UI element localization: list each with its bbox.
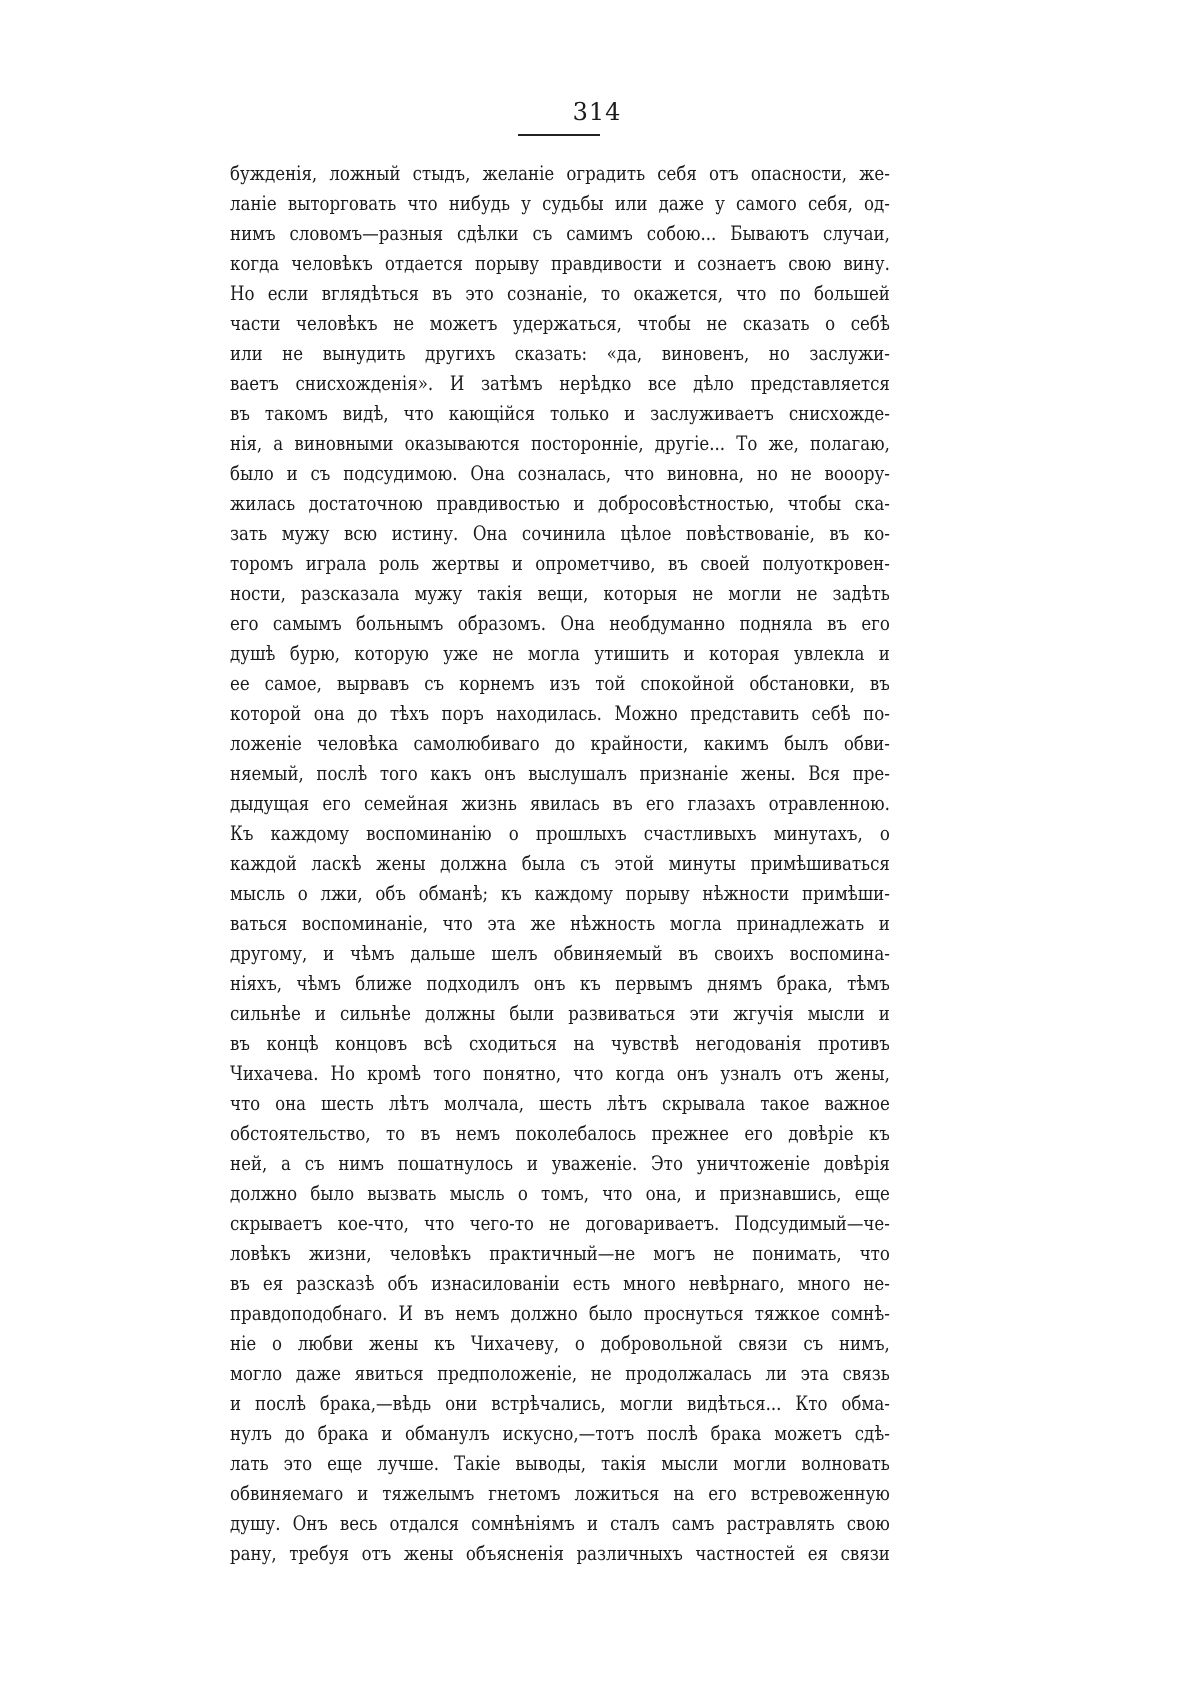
text-line: ее самое, вырвавъ съ корнемъ изъ той спокойной обстановки, въ: [230, 671, 890, 695]
text-line: нулъ до брака и обманулъ искусно,—тотъ послѣ брака можетъ сдѣ-: [230, 1421, 890, 1445]
text-line: рану, требуя отъ жены объясненія различныхъ частностей ея связи: [230, 1541, 890, 1565]
text-line: ловѣкъ жизни, человѣкъ практичный—не могъ не понимать, что: [230, 1241, 890, 1265]
text-line: мысль о лжи, объ обманѣ; къ каждому порыву нѣжности примѣши-: [230, 881, 890, 905]
text-line: няемый, послѣ того какъ онъ выслушалъ признаніе жены. Вся пре-: [230, 761, 890, 785]
text-line: каждой ласкѣ жены должна была съ этой минуты примѣшиваться: [230, 851, 890, 875]
text-line: другому, и чѣмъ дальше шелъ обвиняемый въ своихъ воспомина-: [230, 941, 890, 965]
text-line: нимъ словомъ—разныя сдѣлки съ самимъ собою... Бываютъ случаи,: [230, 221, 890, 245]
text-line: было и съ подсудимою. Она созналась, что виновна, но не вооору-: [230, 461, 890, 485]
text-line: ваетъ снисхожденія». И затѣмъ нерѣдко все дѣло представляется: [230, 371, 890, 395]
text-line: сильнѣе и сильнѣе должны были развиваться эти жгучія мысли и: [230, 1001, 890, 1025]
text-line: его самымъ больнымъ образомъ. Она необдуманно подняла въ его: [230, 611, 890, 635]
text-line: Къ каждому воспоминанію о прошлыхъ счастливыхъ минутахъ, о: [230, 821, 890, 845]
text-line: могло даже явиться предположеніе, не продолжалась ли эта связь: [230, 1361, 890, 1385]
text-line: скрываетъ кое-что, что чего-то не договариваетъ. Подсудимый—че-: [230, 1211, 890, 1235]
text-line: нія, а виновными оказываются посторонніе, другіе... То же, полагаю,: [230, 431, 890, 455]
text-line: въ такомъ видѣ, что кающійся только и заслуживаетъ снисхожде-: [230, 401, 890, 425]
page-number-rule: [518, 134, 600, 136]
text-line: которой она до тѣхъ поръ находилась. Можно представить себѣ по-: [230, 701, 890, 725]
text-line: душѣ бурю, которую уже не могла утишить и которая увлекла и: [230, 641, 890, 665]
text-line: правдоподобнаго. И въ немъ должно было проснуться тяжкое сомнѣ-: [230, 1301, 890, 1325]
text-line: или не вынудить другихъ сказать: «да, виновенъ, но заслужи-: [230, 341, 890, 365]
text-line: когда человѣкъ отдается порыву правдивости и сознаетъ свою вину.: [230, 251, 890, 275]
body-text: [230, 158, 890, 1568]
text-line: зать мужу всю истину. Она сочинила цѣлое повѣствованіе, въ ко-: [230, 521, 890, 545]
text-line: ваться воспоминаніе, что эта же нѣжность могла принадлежать и: [230, 911, 890, 935]
text-line: душу. Онъ весь отдался сомнѣніямъ и сталъ самъ растравлять свою: [230, 1511, 890, 1535]
text-line: Чихачева. Но кромѣ того понятно, что когда онъ узналъ отъ жены,: [230, 1061, 890, 1085]
text-line: жилась достаточною правдивостью и добросовѣстностью, чтобы ска-: [230, 491, 890, 515]
text-line: ложеніе человѣка самолюбиваго до крайности, какимъ былъ обви-: [230, 731, 890, 755]
text-line: должно было вызвать мысль о томъ, что она, и признавшись, еще: [230, 1181, 890, 1205]
text-line: и послѣ брака,—вѣдь они встрѣчались, могли видѣться... Кто обма-: [230, 1391, 890, 1415]
page-number: 314: [572, 98, 622, 126]
text-line: дыдущая его семейная жизнь явилась въ его глазахъ отравленною.: [230, 791, 890, 815]
text-line: ней, а съ нимъ пошатнулось и уваженіе. Это уничтоженіе довѣрія: [230, 1151, 890, 1175]
text-line: бужденія, ложный стыдъ, желаніе оградить себя отъ опасности, же-: [230, 161, 890, 185]
text-line: обвиняемаго и тяжелымъ гнетомъ ложиться на его встревоженную: [230, 1481, 890, 1505]
text-line: ніе о любви жены къ Чихачеву, о добровольной связи съ нимъ,: [230, 1331, 890, 1355]
text-line: части человѣкъ не можетъ удержаться, чтобы не сказать о себѣ: [230, 311, 890, 335]
text-line: лать это еще лучше. Такіе выводы, такія мысли могли волновать: [230, 1451, 890, 1475]
text-line: въ концѣ концовъ всѣ сходиться на чувствѣ негодованія противъ: [230, 1031, 890, 1055]
text-line: торомъ играла роль жертвы и опрометчиво, въ своей полуоткровен-: [230, 551, 890, 575]
text-line: ніяхъ, чѣмъ ближе подходилъ онъ къ первымъ днямъ брака, тѣмъ: [230, 971, 890, 995]
text-line: Но если вглядѣться въ это сознаніе, то окажется, что по большей: [230, 281, 890, 305]
text-line: ности, разсказала мужу такія вещи, которыя не могли не задѣть: [230, 581, 890, 605]
text-line: обстоятельство, то въ немъ поколебалось прежнее его довѣріе къ: [230, 1121, 890, 1145]
text-line: ланіе выторговать что нибудь у судьбы или даже у самого себя, од-: [230, 191, 890, 215]
text-line: въ ея разсказѣ объ изнасилованіи есть много невѣрнаго, много не-: [230, 1271, 890, 1295]
text-line: что она шесть лѣтъ молчала, шесть лѣтъ скрывала такое важное: [230, 1091, 890, 1115]
